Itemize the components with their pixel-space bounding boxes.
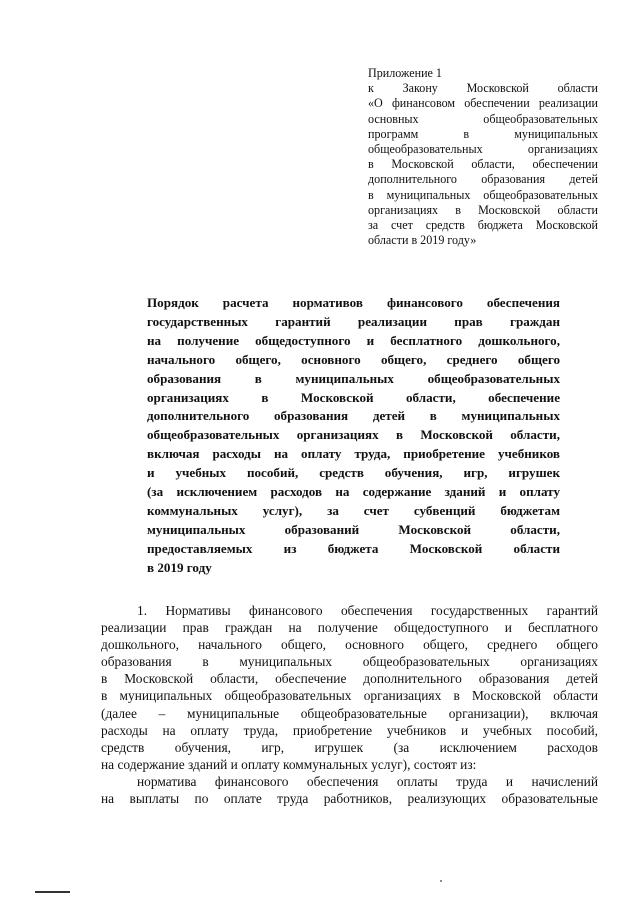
body-line: 1. Нормативы финансового обеспечения государственных гарантий [137, 603, 598, 618]
annex-line: области в 2019 году» [368, 233, 477, 248]
body-line: в Московской области, обеспечение дополнительного образования детей [101, 671, 598, 687]
title-line: коммунальных услуг), за счет субвенций бюджетам [147, 502, 560, 518]
annex-line: Приложение 1 [368, 66, 442, 80]
title-line: дополнительного образования детей в муниципальных [147, 408, 560, 424]
title-line: Порядок расчета нормативов финансового обеспечения [147, 295, 560, 310]
body-line: в муниципальных общеобразовательных организациях в Московской области [101, 688, 598, 704]
annex-header [368, 66, 598, 248]
title-line: и учебных пособий, средств обучения, игр, игрушек [147, 465, 560, 481]
body-line: на содержание зданий и оплату коммунальных услуг), состоят из: [101, 756, 477, 772]
body-line: на выплаты по оплате труда работников, реализующих образовательные [101, 791, 598, 807]
body-line: средств обучения, игр, игрушек (за исключением расходов [101, 739, 598, 755]
title-line: предоставляемых из бюджета Московской области [147, 540, 560, 556]
body-line: расходы на оплату труда, приобретение учебников и учебных пособий, [101, 722, 598, 738]
body-line: норматива финансового обеспечения оплаты труда и начислений [137, 773, 598, 789]
body-line: дошкольного, начального общего, основного общего, среднего общего [101, 637, 598, 653]
title-line: (за исключением расходов на содержание зданий и оплату [147, 484, 560, 500]
title-line: в 2019 году [147, 559, 212, 575]
body-line: реализации прав граждан на получение общедоступного и бесплатного [101, 620, 598, 636]
annex-line: основных общеобразовательных [368, 111, 598, 126]
annex-line: общеобразовательных организациях [368, 142, 598, 157]
annex-line: в Московской области, обеспечении [368, 157, 598, 172]
title-line: на получение общедоступного и бесплатного дошкольного, [147, 332, 560, 348]
annex-line: организациях в Московской области [368, 202, 598, 217]
annex-line: за счет средств бюджета Московской [368, 218, 598, 233]
title-line: общеобразовательных организациях в Московской области, [147, 427, 560, 443]
annex-line: программ в муниципальных [368, 126, 598, 141]
title-line: начального общего, основного общего, среднего общего [147, 351, 560, 367]
annex-line: «О финансовом обеспечении реализации [368, 96, 598, 111]
scan-mark [35, 891, 70, 893]
title-line: государственных гарантий реализации прав граждан [147, 313, 560, 329]
title-line: включая расходы на оплату труда, приобретение учебников [147, 446, 560, 462]
annex-line: дополнительного образования детей [368, 172, 598, 187]
body-text [101, 602, 598, 807]
annex-line: к Закону Московской области [368, 81, 598, 96]
title-line: образования в муниципальных общеобразовательных [147, 370, 560, 386]
title-line: муниципальных образований Московской области, [147, 521, 560, 537]
body-line: (далее – муниципальные общеобразовательные организации), включая [101, 705, 598, 721]
annex-line: в муниципальных общеобразовательных [368, 187, 598, 202]
scan-speck [440, 880, 442, 882]
document-title [147, 294, 560, 578]
title-line: организациях в Московской области, обеспечение [147, 389, 560, 405]
body-line: образования в муниципальных общеобразовательных организациях [101, 654, 598, 670]
